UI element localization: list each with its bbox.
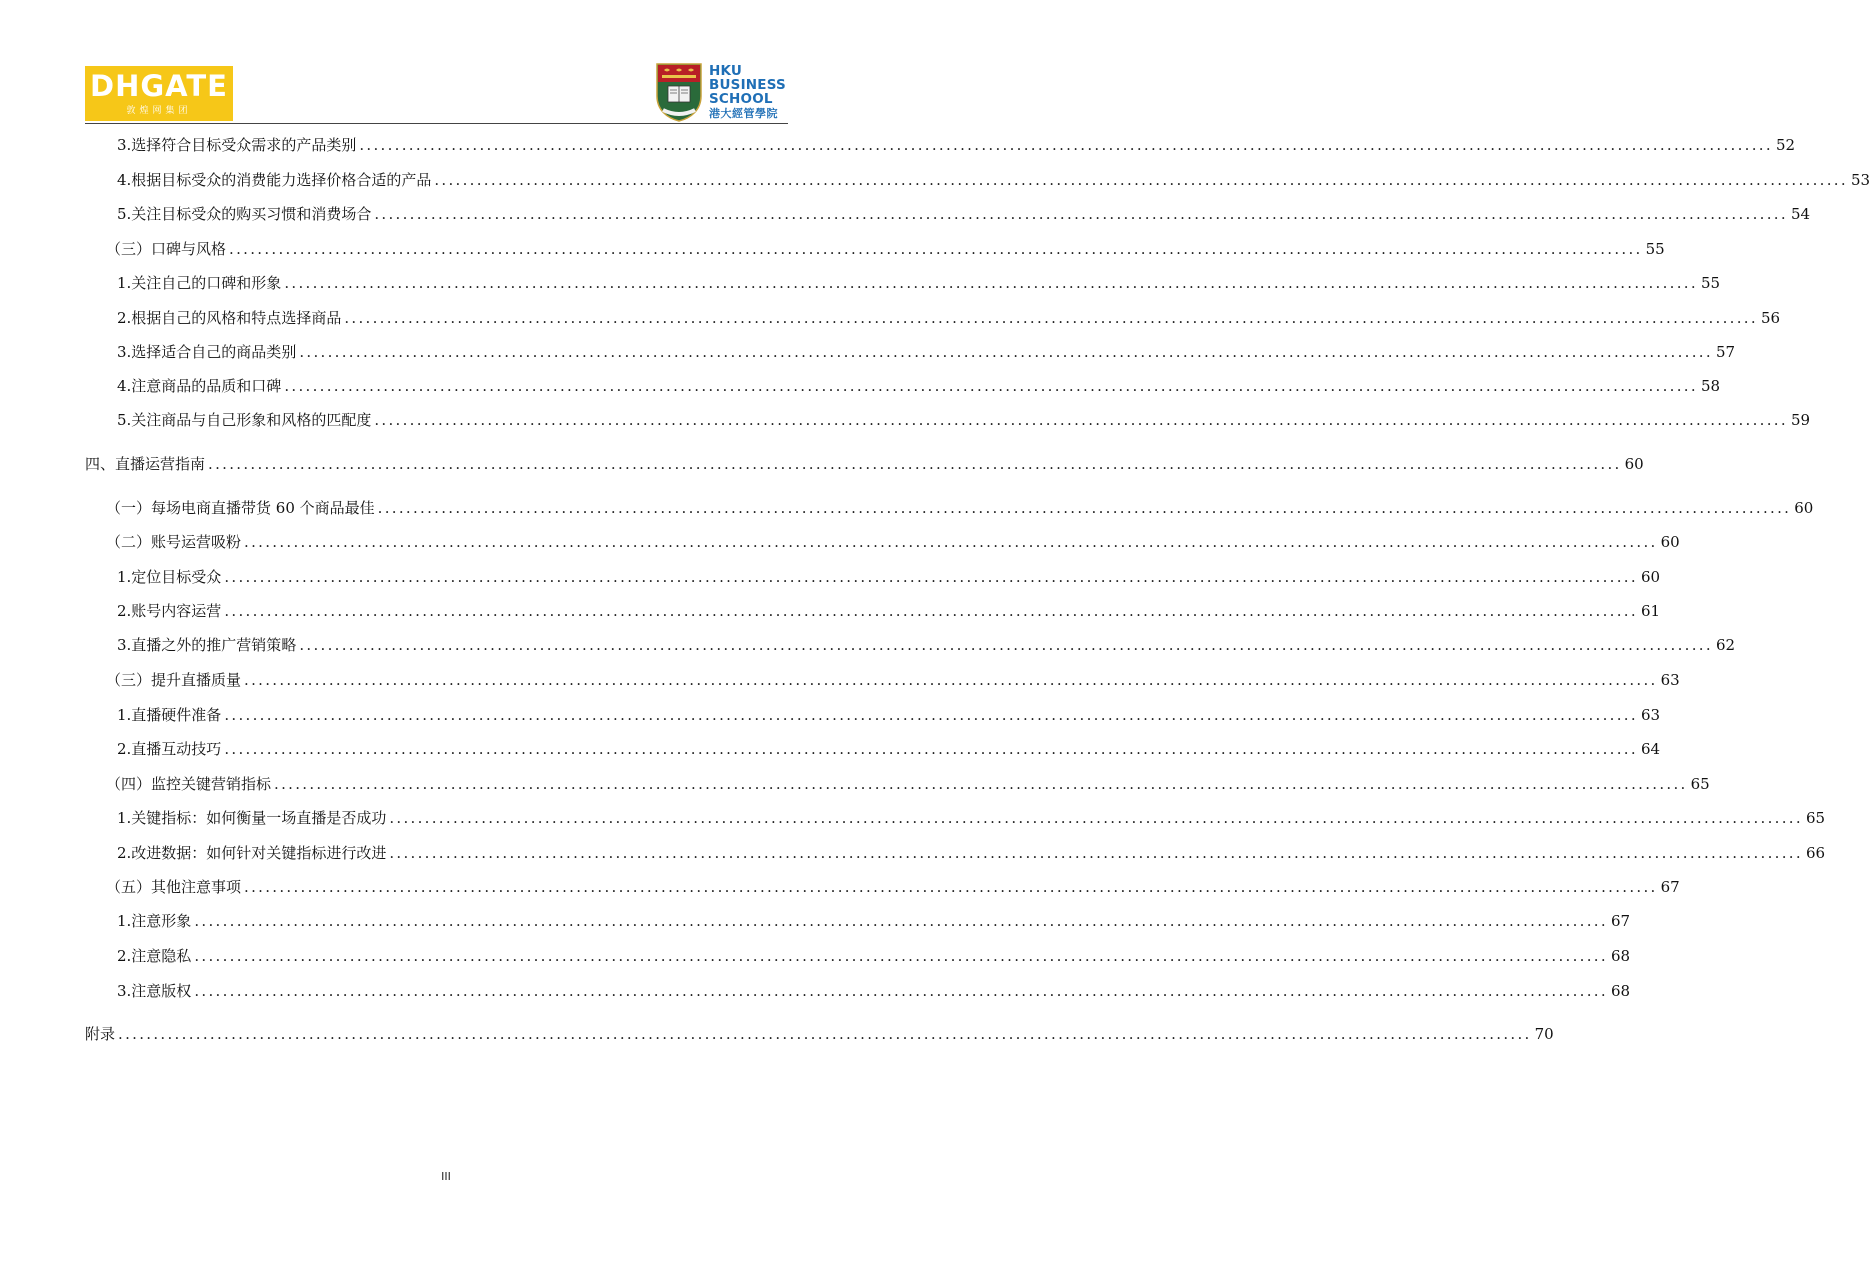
toc-leader-dots: ........................................................................................................................................................................................................ [194,982,1608,1000]
toc-leader-dots: ........................................................................................................................................................................................................ [389,844,1803,862]
toc-entry-label: 1.定位目标受众 [117,568,222,586]
toc-leader-dots: ........................................................................................................................................................................................................ [224,602,1638,620]
toc-entry-page: 67 [1610,912,1631,930]
toc-leader-dots: ........................................................................................................................................................................................................ [299,343,1713,361]
toc-entry[interactable] [85,1024,1554,1044]
toc-entry-page: 60 [1660,533,1680,551]
toc-entry-page: 65 [1805,809,1826,827]
toc-entry-label: 2.根据自己的风格和特点选择商品 [117,309,342,327]
toc-entry-page: 70 [1534,1025,1554,1043]
toc-entry-page: 55 [1700,274,1721,292]
toc-leader-dots: ........................................................................................................................................................................................................ [344,309,1758,327]
toc-entry[interactable] [117,635,1736,655]
toc-leader-dots: ........................................................................................................................................................................................................ [244,878,1658,896]
toc-entry[interactable] [117,739,1661,759]
toc-leader-dots: ........................................................................................................................................................................................................ [224,568,1638,586]
toc-entry-label: 3.直播之外的推广营销策略 [117,636,297,654]
hku-logo-line3: SCHOOL [709,91,773,107]
toc-entry[interactable] [117,170,1870,190]
toc-entry[interactable] [117,135,1796,155]
toc-entry-label: 5.关注目标受众的购买习惯和消费场合 [117,205,372,223]
toc-entry[interactable] [117,567,1661,587]
dhgate-logo-word: DHGATE [90,69,228,103]
toc-entry-page: 66 [1805,844,1826,862]
toc-leader-dots: ........................................................................................................................................................................................................ [434,171,1848,189]
toc-leader-dots: ........................................................................................................................................................................................................ [208,455,1622,473]
toc-entry-page: 58 [1700,377,1721,395]
hku-logo-line2: BUSINESS [709,77,786,93]
toc-entry[interactable] [117,981,1631,1001]
toc-entry-label: （五）其他注意事项 [106,878,242,896]
toc-entry-label: 1.关键指标：如何衡量一场直播是否成功 [117,809,387,827]
toc-entry-label: 2.直播互动技巧 [117,740,222,758]
toc-entry[interactable] [117,308,1781,328]
toc-entry-page: 61 [1640,602,1661,620]
toc-entry-label: 1.关注自己的口碑和形象 [117,274,282,292]
toc-leader-dots: ........................................................................................................................................................................................................ [244,533,1658,551]
toc-entry[interactable] [117,376,1721,396]
toc-entry-page: 65 [1690,775,1710,793]
toc-entry-label: 4.根据目标受众的消费能力选择价格合适的产品 [117,171,432,189]
toc-entry[interactable] [117,843,1826,863]
toc-entry-label: 4.注意商品的品质和口碑 [117,377,282,395]
toc-entry[interactable] [117,705,1661,725]
toc-leader-dots: ........................................................................................................................................................................................................ [229,240,1643,258]
toc-entry-label: 2.账号内容运营 [117,602,222,620]
toc-entry-page: 57 [1715,343,1736,361]
toc-entry[interactable] [117,342,1736,362]
hku-logo-chinese: 港大經管學院 [709,107,778,120]
dhgate-logo-subtitle: 敦煌网集团 [126,106,192,116]
toc-entry-page: 64 [1640,740,1661,758]
toc-leader-dots: ........................................................................................................................................................................................................ [374,411,1788,429]
page-number: III [441,1170,451,1183]
toc-entry-page: 68 [1610,947,1631,965]
toc-entry-page: 56 [1760,309,1781,327]
toc-leader-dots: ........................................................................................................................................................................................................ [359,136,1773,154]
toc-leader-dots: ........................................................................................................................................................................................................ [389,809,1803,827]
toc-entry[interactable] [106,774,1710,794]
toc-entry-label: 3.选择符合目标受众需求的产品类别 [117,136,357,154]
toc-entry-label: 5.关注商品与自己形象和风格的匹配度 [117,411,372,429]
toc-entry-page: 62 [1715,636,1736,654]
toc-entry[interactable] [85,454,1644,474]
toc-entry-label: 3.注意版权 [117,982,192,1000]
toc-leader-dots: ........................................................................................................................................................................................................ [224,740,1638,758]
toc-leader-dots: ........................................................................................................................................................................................................ [194,912,1608,930]
toc-entry-label: （三）口碑与风格 [106,240,227,258]
toc-leader-dots: ........................................................................................................................................................................................................ [224,706,1638,724]
toc-entry-label: 附录 [85,1025,116,1043]
toc-entry-label: 2.注意隐私 [117,947,192,965]
toc-entry-page: 60 [1640,568,1661,586]
toc-entry-label: （四）监控关键营销指标 [106,775,272,793]
toc-leader-dots: ........................................................................................................................................................................................................ [284,377,1698,395]
toc-leader-dots: ........................................................................................................................................................................................................ [299,636,1713,654]
toc-entry[interactable] [106,239,1665,259]
toc-entry[interactable] [117,911,1631,931]
toc-leader-dots: ........................................................................................................................................................................................................ [284,274,1698,292]
toc-entry-page: 60 [1624,455,1644,473]
toc-entry-label: 3.选择适合自己的商品类别 [117,343,297,361]
toc-entry-label: （一）每场电商直播带货 60 个商品最佳 [106,499,375,517]
toc-leader-dots: ........................................................................................................................................................................................................ [118,1025,1532,1043]
toc-entry[interactable] [117,204,1811,224]
toc-entry-page: 63 [1660,671,1680,689]
toc-entry-label: （三）提升直播质量 [106,671,242,689]
toc-entry[interactable] [117,601,1661,621]
toc-leader-dots: ........................................................................................................................................................................................................ [377,499,1792,517]
toc-entry-page: 52 [1775,136,1796,154]
toc-leader-dots: ........................................................................................................................................................................................................ [374,205,1788,223]
toc-entry-page: 54 [1790,205,1811,223]
toc-entry-page: 67 [1660,878,1680,896]
toc-entry-page: 59 [1790,411,1811,429]
toc-entry[interactable] [106,877,1680,897]
toc-entry-page: 60 [1794,499,1814,517]
toc-entry[interactable] [106,498,1814,518]
toc-entry-page: 63 [1640,706,1661,724]
toc-entry-page: 53 [1850,171,1870,189]
toc-entry[interactable] [117,946,1631,966]
toc-leader-dots: ........................................................................................................................................................................................................ [274,775,1688,793]
toc-entry[interactable] [117,273,1721,293]
toc-leader-dots: ........................................................................................................................................................................................................ [244,671,1658,689]
hku-logo-line1: HKU [709,63,743,79]
toc-entry-label: 四、直播运营指南 [85,455,206,473]
toc-entry[interactable] [117,808,1826,828]
toc-entry-label: 1.直播硬件准备 [117,706,222,724]
toc-entry[interactable] [117,410,1811,430]
toc-entry-label: （二）账号运营吸粉 [106,533,242,551]
toc-entry[interactable] [106,670,1680,690]
toc-entry-page: 68 [1610,982,1631,1000]
toc-entry-label: 2.改进数据：如何针对关键指标进行改进 [117,844,387,862]
toc-entry-page: 55 [1645,240,1665,258]
toc-leader-dots: ........................................................................................................................................................................................................ [194,947,1608,965]
toc-entry-label: 1.注意形象 [117,912,192,930]
toc-entry[interactable] [106,532,1680,552]
